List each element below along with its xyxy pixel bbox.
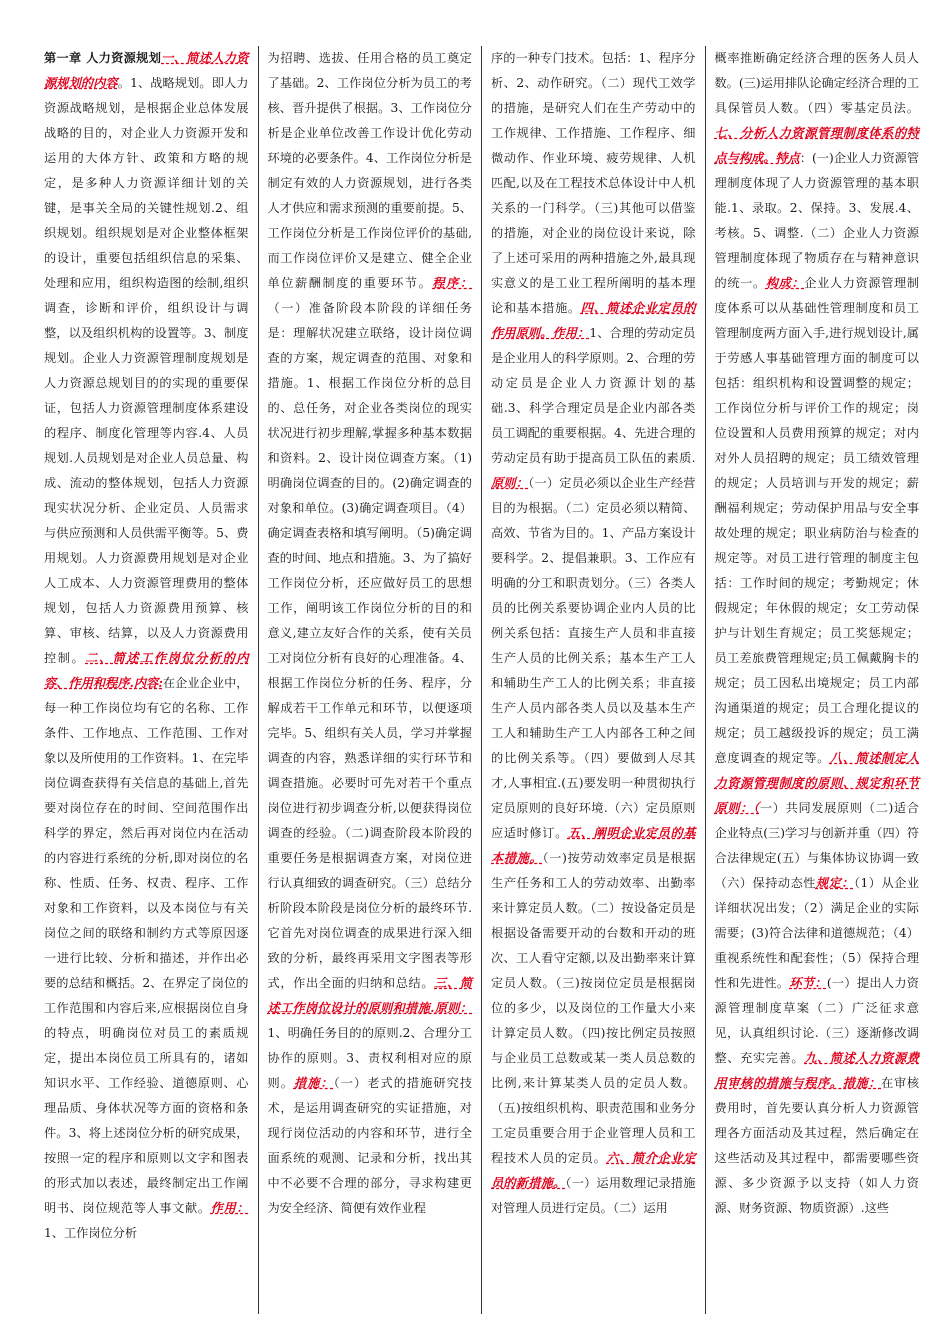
body-text: （一)按劳动效率定员是根据生产任务和工人的劳动效率、出勤率来计算定员人数。（二）按设备定员是根据设备需要开动的台数和开动的班次、工人看守定额,以及出勤率来计算定员人数。（三)按岗位定员是根据岗位的多少，以及岗位的工作量大小来计算定员人数。（四)按比例定员按照与企业员工总数或某一类人员总数的比例,来计算某类人员的定员人数。（五)按组织机构、职责范围和业务分工定员重要合用于企业管理人员和工程技术人员的定员。 [491,851,696,1165]
section-heading: 四、简述企业定员的作用原则。作用： [491,301,696,340]
body-text: 一）共同发展原则（二)适合企业特点(三)学习与创新并重（四）符合法律规定(五）与集体协议协调一致（六）保持动态性 [714,801,920,890]
text-column-4 [705,46,929,1314]
text-column-3 [481,46,705,1314]
body-text: (一）提出人力资源管理制度草案（二）广泛征求意见，认真组织讨论.（三）逐渐修改调整、充实完善。 [714,976,919,1065]
section-heading: 构成： [765,276,805,290]
section-heading: 三、简述工作岗位设计的原则和措施.原则： [267,976,473,1015]
body-text: 在企业企业中，每一种工作岗位均有它的名称、工作条件、工作地点、工作范围、工作对象以及所使用的工作资料。1、在完毕岗位调查获得有关信息的基础上,首先要对岗位存在的时间、空间范围作出科学的界定，然后再对岗位内在活动的内容进行系统的分析,即对岗位的名称、性质、任务、权责、程序、工作对象和工作资料，以及本岗位与有关岗位之间的联络和制约方式等原因逐一进行比较、分析和描述，并作出必要的总结和概括。2、在界定了岗位的工作范围和内容后来,应根据岗位自身的特点，明确岗位对员工的素质规定，提出本岗位员工所具有的，诸如知识水平、工作经验、道德原则、心理品质、身体状况等方面的资格和条件。3、将上述岗位分析的研究成果，按照一定的程序和原则以文字和图表的形式加以表述，最终制定出工作阐明书、岗位规范等人事文献。 [44,676,249,1215]
body-text: （一）定员必须以企业生产经营目的为根据。（二）定员必须以精简、高效、节省为目的。1、产品方案设计要科学。2、提倡兼职。3、工作应有明确的分工和职责划分。（三）各类人员的比例关系要协调企业内人员的比例关系包括：直接生产人员和非直接生产人员的比例关系；基本生产工人和辅助生产工人的比例关系；非直接生产人员内部各类人员以及基本生产工人和辅助生产工人内部各工种之间的比例关系等。（四）要做到人尽其才,人事相宜.(五)要发明一种贯彻执行定员原则的良好环境.（六）定员原则应适时修订。 [491,476,696,840]
section-heading: 九、简述人力资源费用审核的措施与程序。措施： [714,1051,920,1090]
section-heading: 原则： [491,476,529,490]
text-column-1 [44,46,258,1314]
section-heading: 措施： [293,1076,334,1090]
section-heading: 五、阐明企业定员的基本措施。 [491,826,696,865]
body-text: 概率推断确定经济合理的医务人员人数。(三)运用排队论确定经济合理的工具保管员人数。（四）零基定员法。 [714,51,920,115]
body-text: 1、明确任务目的的原则.2、合理分工协作的原则。3、责权利相对应的原则。 [267,1026,472,1090]
body-text: 为招聘、选拔、任用合格的员工奠定了基础。2、工作岗位分析为员工的考核、晋升提供了根据。3、工作岗位分析是企业单位改善工作设计优化劳动环境的必要条件。4、工作岗位分析是制定有效的人力资源规划，进行各类人才供应和需求预测的重要前提。5、工作岗位分析是工作岗位评价的基础,而工作岗位评价又是建立、健全企业单位薪酬制度的重要环节。 [267,51,472,290]
section-heading: 程序： [432,276,473,290]
body-text: （1）从企业详细状况出发；（2）满足企业的实际需要；(3)符合法律和道德规范；（4）重视系统性和配套性；（5）保持合理性和先进性。 [714,876,920,990]
body-text: 。1、战略规划。即人力资源战略规划，是根据企业总体发展战略的目的，对企业人力资源开发和运用的大体方针、政策和方略的规定，是多种人力资源详细计划的关键，是事关全局的关键性规划.2、组织规划。组织规划是对企业整体框架的设计，重要包括组织信息的采集、处理和应用，组织构造图的绘制,组织调查，诊断和评价，组织设计与调整，以及组织机构的设置等。3、制度规划。企业人力资源管理制度规划是人力资源总规划目的的实现的重要保证，包括人力资源管理制度体系建设的程序、制度化管理等内容.4、人员规划.人员规划是对企业人员总量、构成、流动的整体规划，包括人力资源现实状况分析、企业定员、人员需求与供应预测和人员供需平衡等。5、费用规划。人力资源费用规划是对企业人工成本、人力资源管理费用的整体规划，包括人力资源费用预算、核算、审核、结算，以及人力资源费用控制。 [44,76,249,665]
text-column-2 [258,46,482,1314]
section-heading: 环节： [789,976,827,990]
body-text: （一）准备阶段本阶段的详细任务是：理解状况建立联络，设计岗位调查的方案，规定调查的范围、对象和措施。1、根据工作岗位分析的总目的、总任务，对企业各类岗位的现实状况进行初步理解,掌握多种基本数据和资料。2、设计岗位调查方案。（1)明确岗位调查的目的。(2)确定调查的对象和单位。(3)确定调查项目。（4）确定调查表格和填写阐明。（5)确定调查的时间、地点和措施。3、为了搞好工作岗位分析，还应做好员工的思想工作，阐明该工作岗位分析的目的和意义,建立友好合作的关系，使有关员工对岗位分析有良好的心理准备。4、根据工作岗位分析的任务、程序，分解成若干工作单元和环节，以便逐项完毕。5、组织有关人员，学习并掌握调查的内容，熟悉详细的实行环节和调查措施。必要时可先对若干个重点岗位进行初步调查分析,以便获得岗位调查的经验。（二)调查阶段本阶段的重要任务是根据调查方案，对岗位进行认真细致的调查研究。（三）总结分析阶段本阶段是岗位分析的最终环节.它首先对岗位调查的成果进行深入细致的分析，最终再采用文字图表等形式，作出全面的归纳和总结。 [267,301,472,990]
body-text: ：(一)企业人力资源管理制度体现了人力资源管理的基本职能.1、录取。2、保持。3、发展.4、考核。5、调整.（二）企业人力资源管理制度体现了物质存在与精神意识的统一。 [714,151,920,290]
body-text: 在审核费用时，首先要认真分析人力资源管理各方面活动及其过程，然后确定在这些活动及其过程中，都需要哪些资源、多少资源予以支持（如人力资源、财务资源、物质资源）.这些 [714,1076,920,1215]
body-text: （一）运用数理记录措施对管理人员进行定员。（二）运用 [491,1176,696,1215]
section-heading: 一、简述人力资源规划的内容 [44,51,249,90]
section-heading: 二、简述工作岗位分析的内容、作用和程序.内容: [44,651,249,690]
section-heading: 六、简介企业定员的新措施。 [491,1151,696,1190]
section-heading: 八、简述制定人力资源管理制度的原则、规定和环节原则：（ [714,751,920,815]
section-heading: 规定： [815,876,854,890]
body-text: 序的一种专门技术。包括：1、程序分析、2、动作研究。（二）现代工效学的措施，是研究人们在生产劳动中的工作规律、工作措施、工作程序、细微动作、作业环境、疲劳规律、人机匹配,以及在工程技术总体设计中人机关系的一门科学。（三)其他可以借鉴的措施，对企业的岗位设计来说，除了上述可采用的两种措施之外,最具现实意义的是工业工程所阐明的基本理论和基本措施。 [491,51,696,315]
section-heading: 七、分析人力资源管理制度体系的特点与构成。特点 [714,126,919,165]
section-heading: 作用： [210,1201,249,1215]
body-text: （一）老式的措施研究技术，是运用调查研究的实证措施，对现行岗位活动的内容和环节，进行全面系统的观测、记录和分析，找出其中不必要不合理的部分，寻求构建更为安全经济、简便有效作业程 [267,1076,473,1215]
body-text: 1、工作岗位分析 [44,1226,138,1240]
body-text: 企业人力资源管理制度体系可以从基础性管理制度和员工管理制度两方面入手,进行规划设计,属于劳感人事基础管理方面的制度可以包括：组织机构和设置调整的规定；工作岗位分析与评价工作的规定；岗位设置和人员费用预算的规定；对内对外人员招聘的规定；员工绩效管理的规定；人员培训与开发的规定；薪酬福利规定；劳动保护用品与安全事故处理的规定；职业病防治与检查的规定等。对员工进行管理的制度主包括：工作时间的规定；考勤规定；休假规定；年休假的规定；女工劳动保护与计划生育规定；员工奖惩规定；员工差旅费管理规定;员工佩戴胸卡的规定；员工因私出境规定；员工内部沟通渠道的规定；员工合理化提议的规定；员工越级投诉的规定；员工满意度调查的规定等。 [714,276,920,765]
chapter-title: 第一章 人力资源规划 [44,51,162,65]
body-text: 1、合理的劳动定员是企业用人的科学原则。2、合理的劳动定员是企业人力资源计划的基础.3、科学合理定员是企业内部各类员工调配的重要根据。4、先进合理的劳动定员有助于提高员工队伍的素质. [491,326,696,465]
